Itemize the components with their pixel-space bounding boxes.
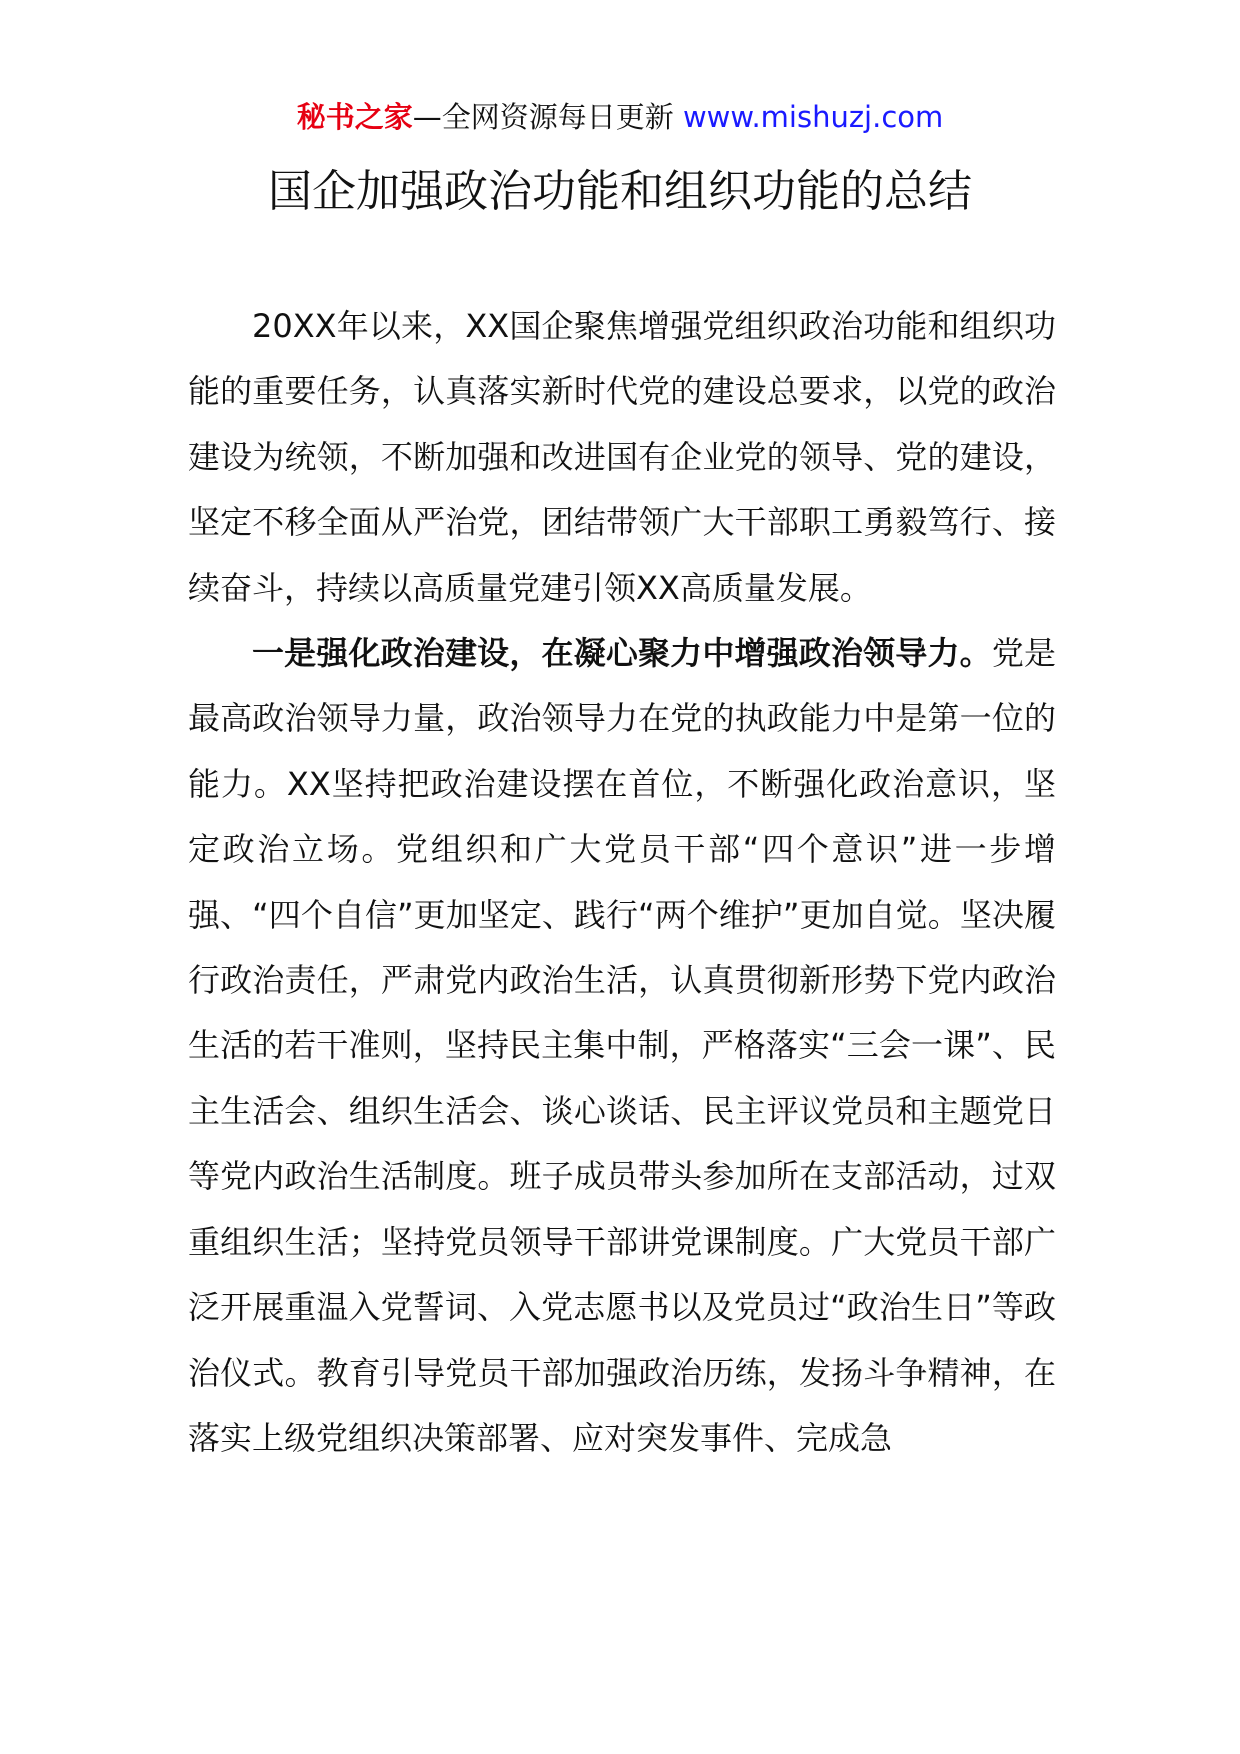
document-title: 国企加强政治功能和组织功能的总结	[268, 166, 972, 217]
paragraph-body-text: 党是最高政治领导力量，政治领导力在党的执政能力中是第一位的能力。XX坚持把政治建设摆在首位，不断强化政治意识，坚定政治立场。党组织和广大党员干部“四个意识”进一步增强、“四个自信”更加坚定、践行“两个维护”更加自觉。坚决履行政治责任，严肃党内政治生活，认真贯彻新形势下党内政治生活的若干准则，坚持民主集中制，严格落实“三会一课”、民主生活会、组织生活会、谈心谈话、民主评议党员和主题党日等党内政治生活制度。班子成员带头参加所在支部活动，过双重组织生活；坚持党员领导干部讲党课制度。广大党员干部广泛开展重温入党誓词、入党志愿书以及党员过“政治生日”等政治仪式。教育引导党员干部加强政治历练，发扬斗争精神，在落实上级党组织决策部署、应对突发事件、完成急	[188, 634, 1056, 1457]
site-tagline: —全网资源每日更新	[412, 100, 674, 134]
paragraph-political-building	[188, 621, 1056, 1471]
document-body	[188, 294, 1056, 1471]
paragraph-lead-heading: 一是强化政治建设，在凝心聚力中增强政治领导力。	[252, 634, 992, 673]
site-brand: 秘书之家	[296, 100, 413, 134]
site-url-link[interactable]: www.mishuzj.com	[682, 100, 944, 134]
site-header	[0, 98, 1240, 136]
paragraph-intro: 20XX年以来，XX国企聚焦增强党组织政治功能和组织功能的重要任务，认真落实新时代党的建设总要求，以党的政治建设为统领，不断加强和改进国有企业党的领导、党的建设，坚定不移全面从严治党，团结带领广大干部职工勇毅笃行、接续奋斗，持续以高质量党建引领XX高质量发展。	[188, 307, 1056, 607]
